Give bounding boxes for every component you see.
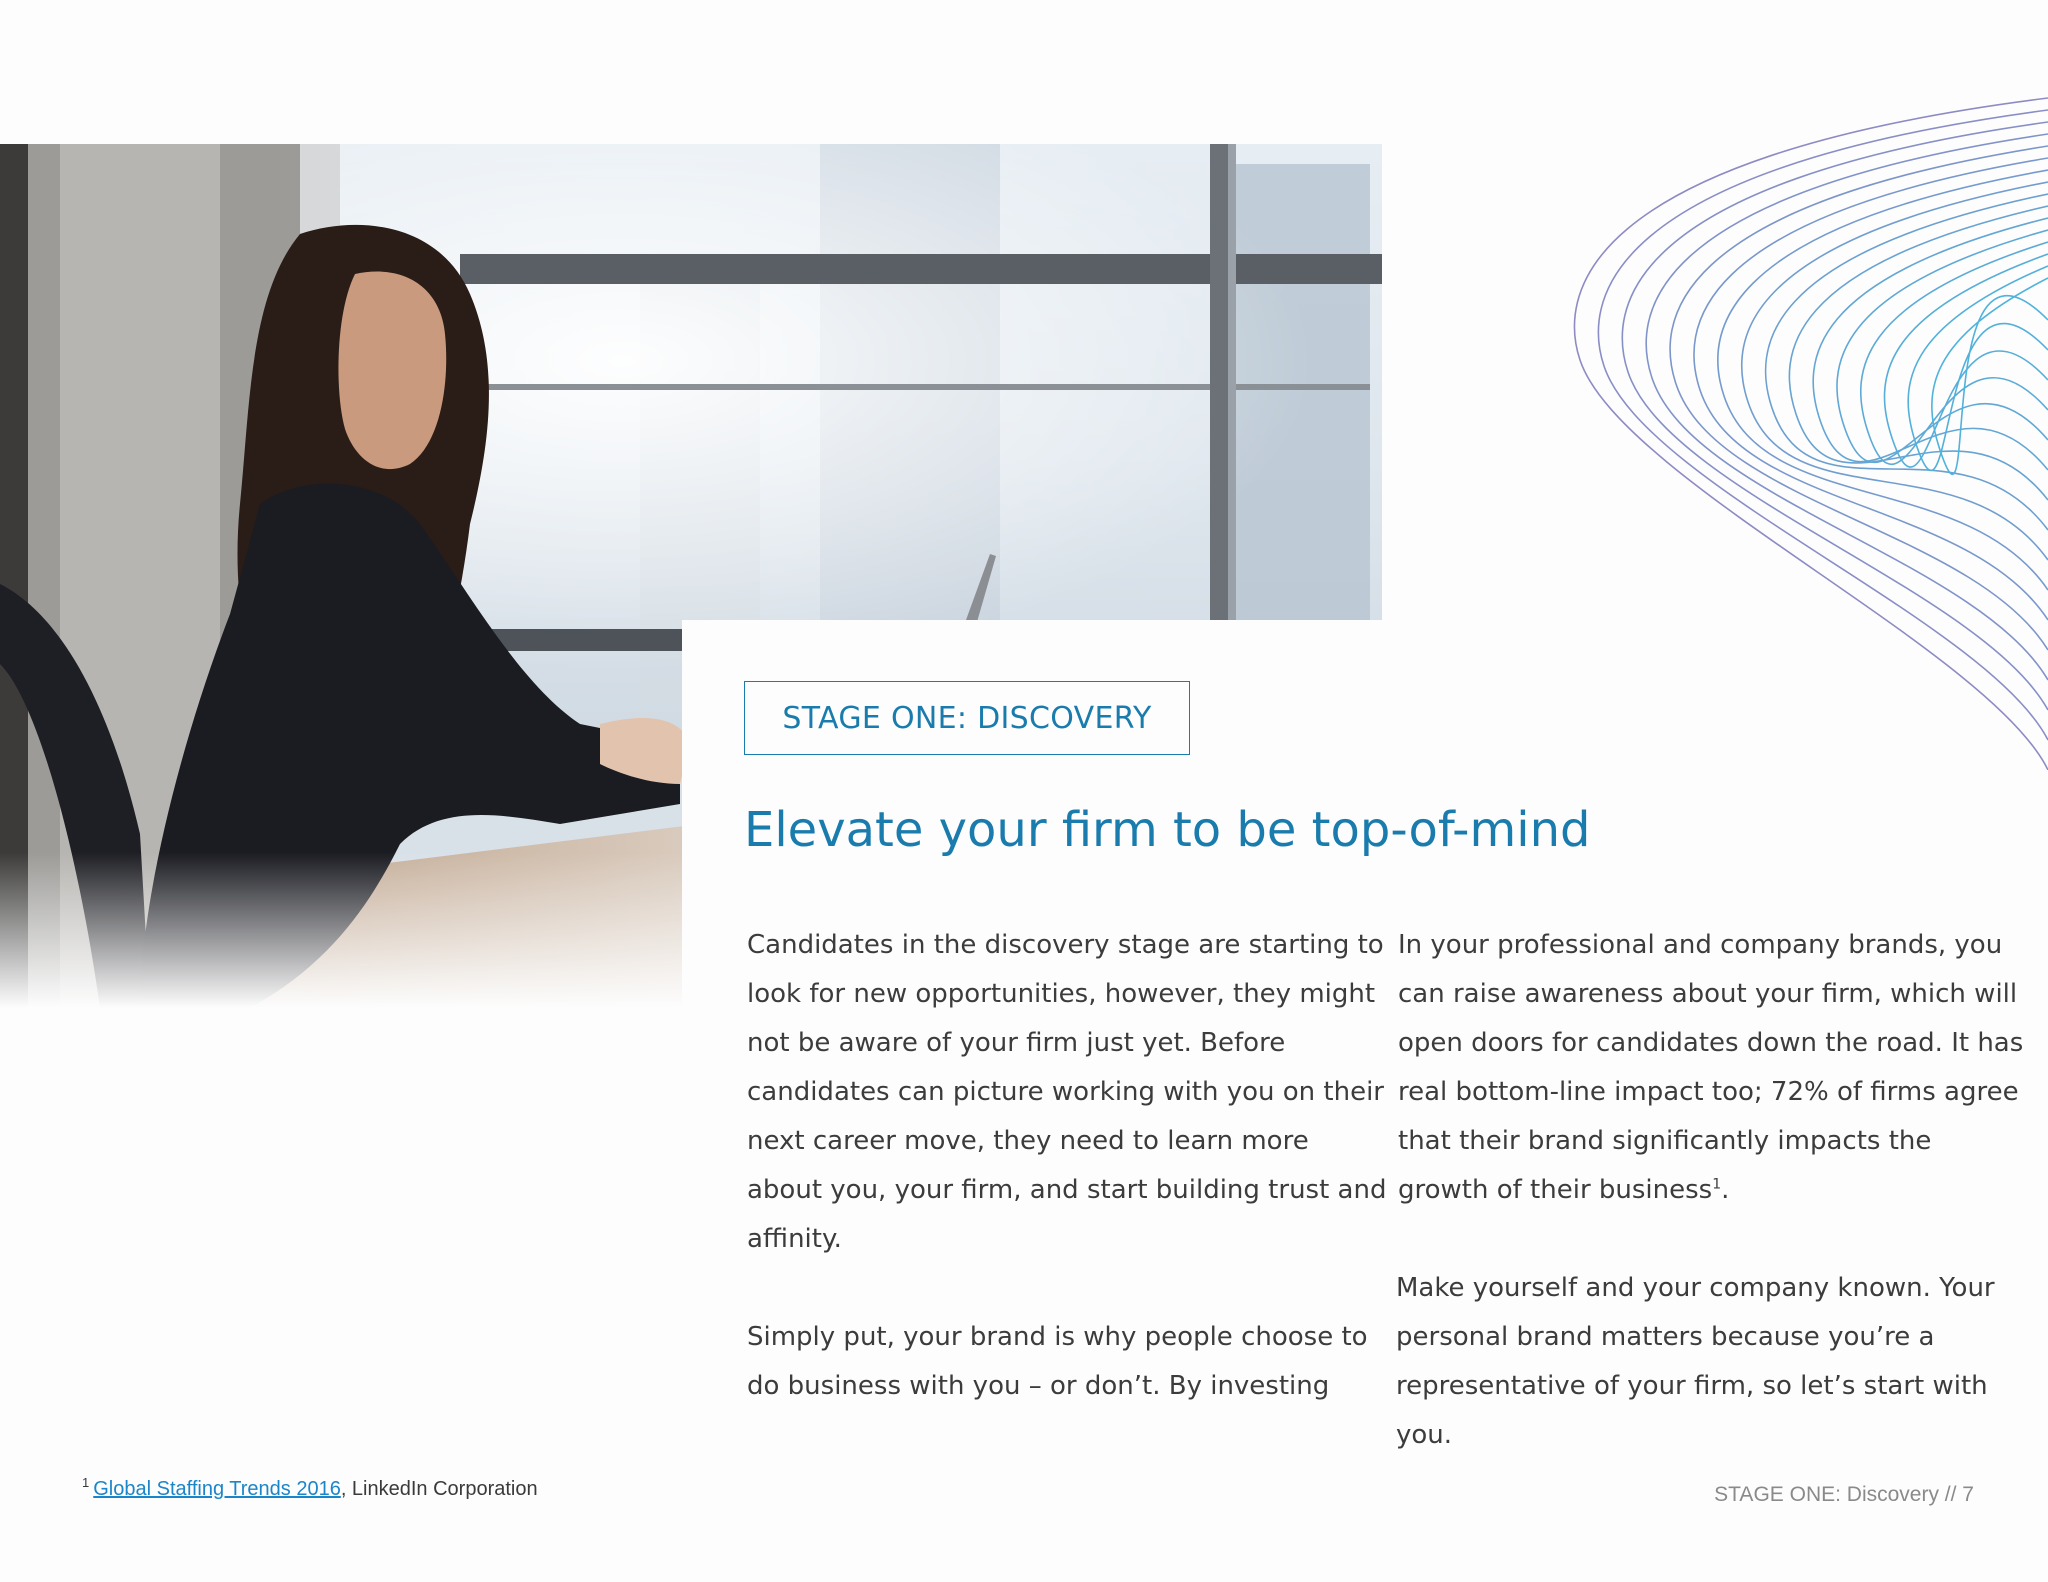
decorative-curve-line [1837,230,2048,462]
footnote [82,1475,538,1501]
stage-label-box [744,681,1190,755]
decorative-curves [1560,90,2048,770]
body-paragraph-end: . [1721,1175,1730,1205]
body-paragraph: Make yourself and your company known. Your personal brand matters because you’re a representative of your firm, so let’s start with you. [1396,1273,1995,1450]
decorative-curve-line [1574,98,2048,770]
body-column-right [1398,921,2028,1460]
decorative-curve-line [1718,170,2048,590]
body-paragraph: Candidates in the discovery stage are starting to look for new opportunities, however, they might not be aware of your firm just yet. Before candidates can picture working with you on their next career move, they need to learn more about you, your firm, and start building trust and affinity. [747,930,1387,1254]
body-paragraph-text: In your professional and company brands, you can raise awareness about your firm, which will open doors for candidates down the road. It has real bottom-line impact too; 72% of firms agree that their brand significantly impacts the growth of their business [1398,930,2024,1205]
footnote-mark: 1 [82,1475,90,1491]
footnote-link[interactable]: Global Staffing Trends 2016 [93,1478,341,1500]
body-paragraph [1398,921,2028,1215]
decorative-curve-line [1908,266,2048,470]
stage-label: STAGE ONE: DISCOVERY [782,700,1152,736]
footnote-reference: 1 [1712,1176,1722,1193]
body-paragraph: Simply put, your brand is why people choose to do business with you – or don’t. By investing [747,1322,1368,1401]
decorative-curve-line [1670,146,2048,650]
decorative-curve-line [1932,278,2048,474]
footnote-source: , LinkedIn Corporation [340,1478,538,1500]
page-headline: Elevate your firm to be top-of-mind [744,802,1591,858]
decorative-curve-line [1694,158,2048,620]
body-column-left [747,921,1387,1411]
decorative-curve-line [1646,134,2048,680]
decorative-curve-line [1598,110,2048,740]
page-footer: STAGE ONE: Discovery // 7 [1714,1483,1974,1506]
